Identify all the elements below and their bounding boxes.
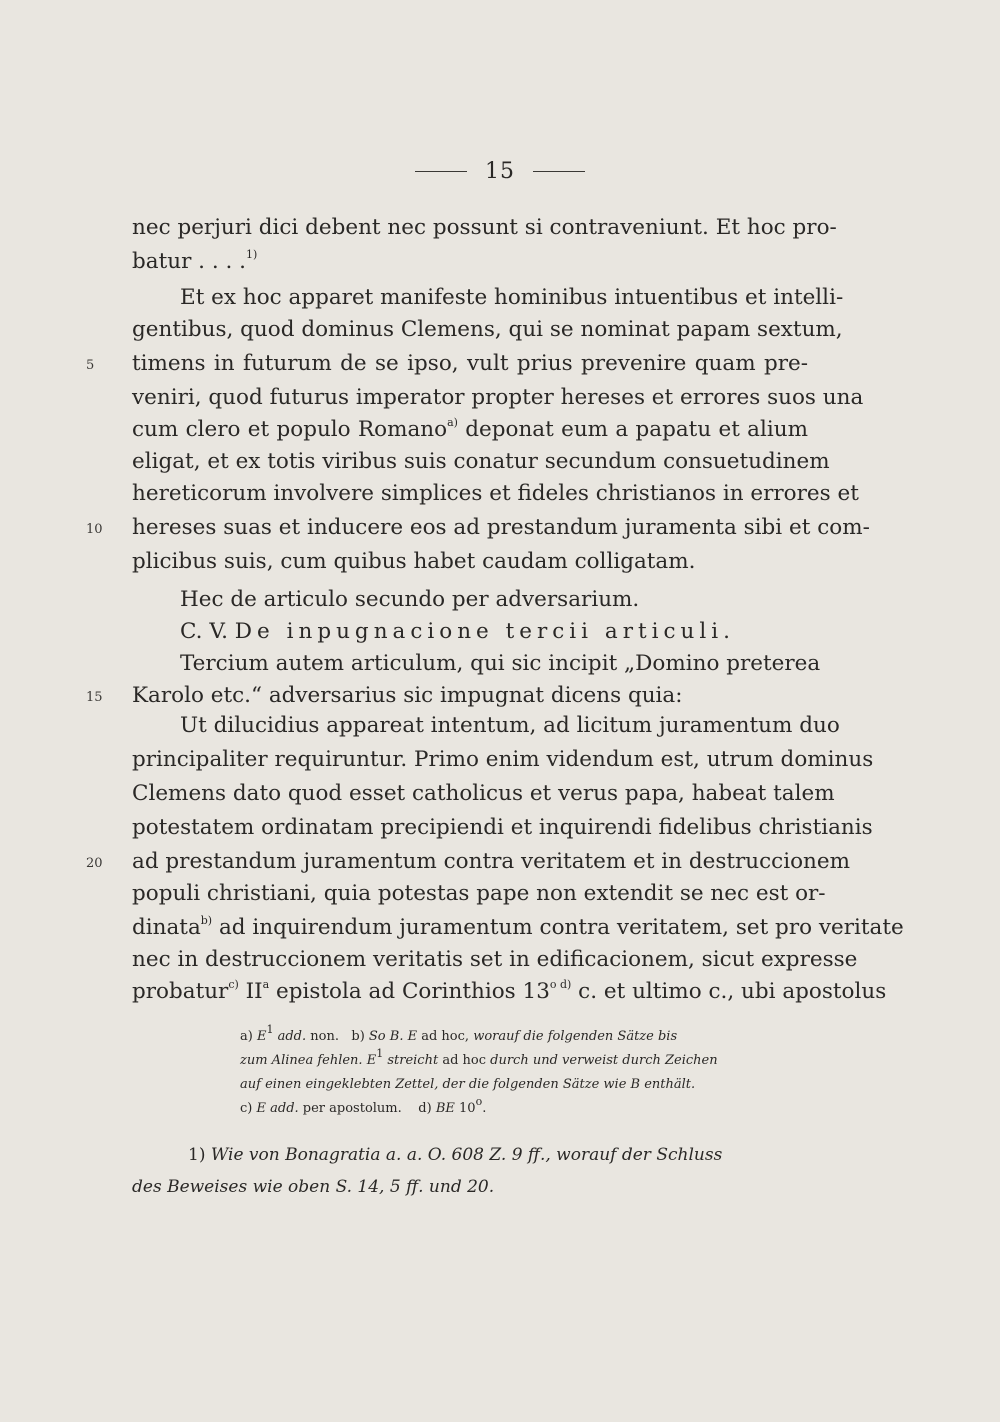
footnote: 1) Wie von Bonagratia a. a. O. 608 Z. 9 ff., worauf der Schluss: [188, 1145, 723, 1165]
line-number: 10: [86, 522, 103, 537]
text-line: timens in futurum de se ipso, vult prius prevenire quam pre-: [132, 351, 808, 376]
text-line: Ut dilucidius appareat intentum, ad licitum juramentum duo: [180, 713, 840, 738]
text-line: Clemens dato quod esset catholicus et verus papa, habeat talem: [132, 781, 835, 806]
text-line: nec in destruccionem veritatis set in edificacionem, sicut expresse: [132, 947, 858, 972]
header-rule-left: [415, 171, 467, 172]
text-line: batur . . . .$^{1)}$: [132, 247, 258, 274]
header-rule-right: [533, 171, 585, 172]
text-line: ad prestandum juramentum contra veritatem et in destruccionem: [132, 849, 850, 874]
text-line: Et ex hoc apparet manifeste hominibus intuentibus et intelli-: [180, 285, 844, 310]
text-line: veniri, quod futurus imperator propter hereses et errores suos una: [132, 385, 864, 410]
line-number: 5: [86, 358, 95, 373]
variant-note: c) E add. per apostolum. d) BE 10$^o$.: [240, 1094, 487, 1116]
text-line: probatur$^{c)}$ $II^a$ epistola ad Corinthios $13^{o d)}$ c. et ultimo c., ubi apostolus: [132, 977, 887, 1004]
text-line: nec perjuri dici debent nec possunt si contraveniunt. Et hoc pro-: [132, 215, 837, 240]
text-line: hereticorum involvere simplices et fideles christianos in errores et: [132, 481, 859, 506]
text-line: principaliter requiruntur. Primo enim videndum est, utrum dominus: [132, 747, 874, 772]
text-line: gentibus, quod dominus Clemens, qui se nominat papam sextum,: [132, 317, 843, 342]
text-line: populi christiani, quia potestas pape non extendit se nec est or-: [132, 881, 826, 906]
line-number: 20: [86, 856, 103, 871]
text-line: dinata$^{b)}$ ad inquirendum juramentum contra veritatem, set pro veritate: [132, 913, 904, 940]
text-line: Tercium autem articulum, qui sic incipit „Domino preterea: [180, 651, 821, 676]
text-line: plicibus suis, cum quibus habet caudam colligatam.: [132, 549, 696, 574]
text-line: eligat, et ex totis viribus suis conatur secundum consuetudinem: [132, 449, 830, 474]
variant-note: auf einen eingeklebten Zettel, der die folgenden Sätze wie B enthält.: [240, 1077, 696, 1092]
variant-note: zum Alinea fehlen. $E^1$ streicht ad hoc durch und verweist durch Zeichen: [240, 1046, 718, 1068]
text-line: Karolo etc.“ adversarius sic impugnat dicens quia:: [132, 683, 683, 708]
text-line: C. V. De inpugnacione tercii articuli.: [180, 619, 735, 644]
line-number: 15: [86, 690, 103, 705]
text-line: cum clero et populo Romano$^{a)}$ deponat eum a papatu et alium: [132, 415, 808, 442]
text-line: Hec de articulo secundo per adversarium.: [180, 587, 640, 612]
text-line: hereses suas et inducere eos ad prestandum juramenta sibi et com-: [132, 515, 870, 540]
footnote: des Beweises wie oben S. 14, 5 ff. und 20.: [132, 1177, 495, 1197]
page-number: 15: [485, 158, 515, 184]
variant-note: a) $E^1$ add. non. b) So B. E ad hoc, worauf die folgenden Sätze bis: [240, 1022, 678, 1044]
text-line: potestatem ordinatam precipiendi et inquirendi fidelibus christianis: [132, 815, 873, 840]
page-header: [0, 156, 1000, 186]
